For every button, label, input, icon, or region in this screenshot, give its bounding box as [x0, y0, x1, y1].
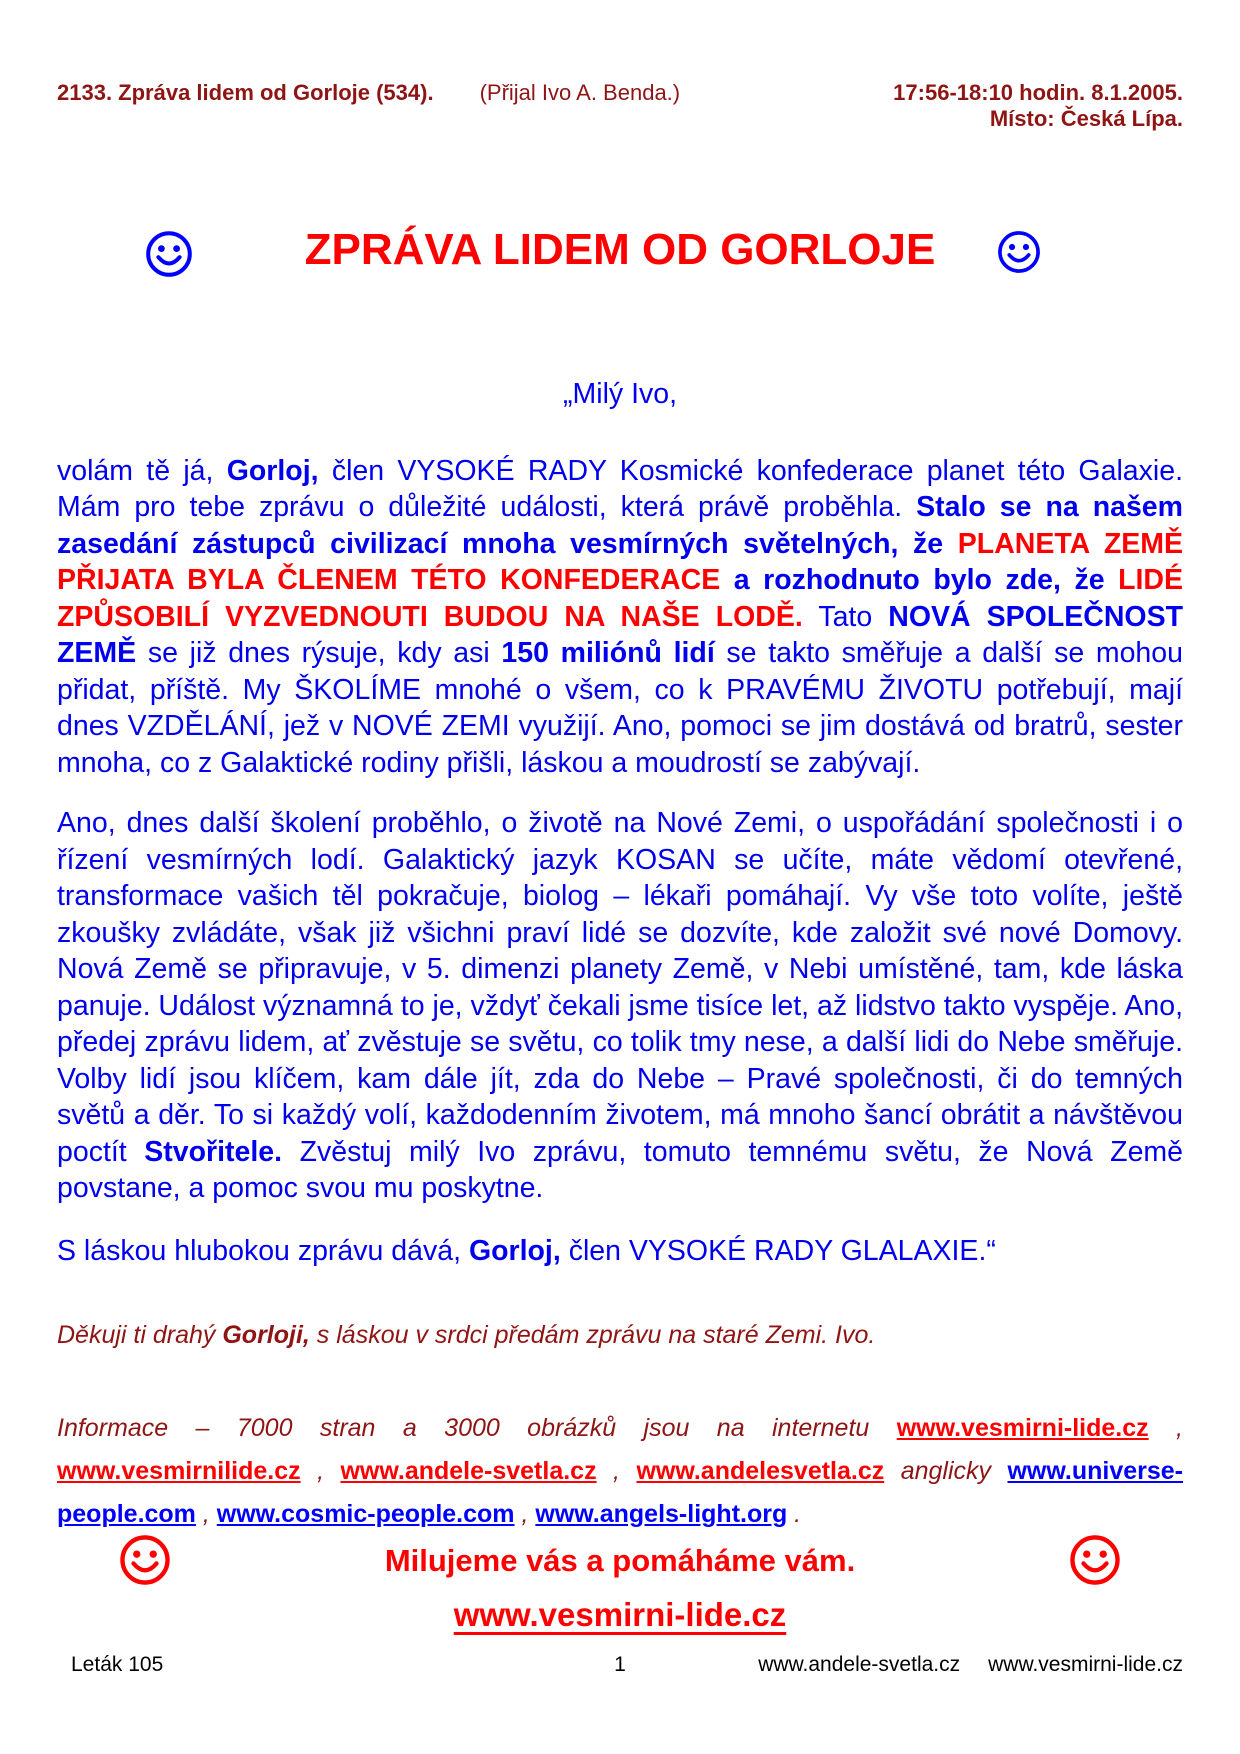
text-segment: Stalo se na našem zasedání zástupců civilizací mnoha vesmírných světelných, že [57, 491, 1183, 560]
smiley-icon [1069, 1534, 1121, 1586]
text-segment: LIDÉ ZPŮSOBILÍ VYZVEDNOUTI BUDOU NA NAŠE LODĚ. [57, 564, 1184, 633]
title-row [57, 222, 1183, 280]
info-link-universe-people-com[interactable]: www.universe-people.com [57, 1457, 1183, 1528]
header-title: 2133. Zpráva lidem od Gorloje (534). [57, 80, 434, 105]
text-segment: se již dnes rýsuje, kdy asi [136, 637, 502, 669]
text-segment: volám tě já, [57, 454, 227, 487]
text-segment: Gorloji, [222, 1321, 310, 1349]
text-segment: anglicky [884, 1457, 1008, 1485]
message-paragraph-2 [57, 805, 1183, 1207]
header-place: Místo: Česká Lípa. [989, 106, 1183, 131]
smiley-icon [145, 230, 193, 278]
page-number: 1 [614, 1653, 626, 1676]
text-segment: člen VYSOKÉ RADY Kosmické konfederace planet této Galaxie. Mám pro tebe zprávu o důležité události, která právě proběhla. [57, 454, 1183, 523]
thanks-note [57, 1319, 1183, 1351]
info-link-vesmirni-lide-cz[interactable]: www.vesmirni-lide.cz [896, 1414, 1149, 1442]
text-segment: Ano, dnes další školení proběhlo, o životě na Nové Zemi, o uspořádání společnosti i o řízení vesmírných lodí. Galaktický jazyk KOSAN se učíte, máte vědomí otevřené, transformace vašich těl pokračuje, biolog – lékaři pomáhají. Vy vše toto volíte, ještě zkoušky zvládáte, však již všichni praví lidé se dozvíte, kde založit své nové Domovy. Nová Země se připravuje, v 5. dimenzi planety Země, v Nebi umístěné, tam, kde láska panuje. Událost významná to je, vždyť čekali jsme tisíce let, až lidstvo takto vyspěje. Ano, předej zprávu lidem, ať zvěstuje se světu, co tolik tmy nese, a další lidi do Nebe směřuje. Volby lidí jsou klíčem, kam dále jít, zda do Nebe – Pravé společnosti, či do temných světů a děr. To si každý volí, každodenním životem, má mnoho šancí obrátit a návštěvou poctít [57, 807, 1183, 1168]
message-closing [57, 1233, 1183, 1270]
smiley-icon [997, 230, 1041, 274]
text-segment: PLANETA ZEMĚ PŘIJATA BYLA ČLENEM TÉTO KONFEDERACE [57, 527, 1183, 596]
header-receiver: (Přijal Ivo A. Benda.) [479, 80, 681, 105]
info-link-cosmic-people-com[interactable]: www.cosmic-people.com [216, 1500, 515, 1528]
message-paragraph-1 [57, 453, 1183, 782]
love-slogan: Milujeme vás a pomáháme vám. [384, 1543, 856, 1578]
text-segment: s láskou v srdci předám zprávu na staré Zemi. Ivo. [309, 1321, 876, 1349]
info-link-andele-svetla-cz[interactable]: www.andele-svetla.cz [340, 1457, 597, 1485]
bottom-block [57, 1528, 1183, 1653]
text-segment: Informace – 7000 stran a 3000 obrázků jsou na internetu [57, 1414, 897, 1442]
page-title: ZPRÁVA LIDEM OD GORLOJE [304, 225, 936, 274]
document-footer [57, 1652, 1183, 1678]
info-link-angels-light-org[interactable]: www.angels-light.org [535, 1500, 788, 1528]
info-link-vesmirnilide-cz[interactable]: www.vesmirnilide.cz [57, 1457, 301, 1485]
document-header [57, 0, 1183, 132]
text-segment: Tato [802, 600, 889, 633]
site-link-vesmirni-lide-cz[interactable]: www.vesmirni-lide.cz [453, 1596, 787, 1633]
info-link-andelesvetla-cz[interactable]: www.andelesvetla.cz [636, 1457, 885, 1485]
text-segment: NOVÁ SPOLEČNOST ZEMĚ [57, 600, 1183, 669]
text-segment: Gorloj, [468, 1234, 561, 1267]
text-segment: a rozhodnuto bylo zde, že [720, 564, 1119, 596]
text-segment: , [195, 1500, 217, 1528]
leaflet-number: Leták 105 [71, 1653, 164, 1676]
text-segment: 150 miliónů lidí [501, 637, 715, 669]
text-segment: S láskou hlubokou zprávu dává, [57, 1234, 469, 1267]
text-segment: , [596, 1457, 637, 1485]
header-date-place [893, 80, 1183, 132]
text-segment: se takto směřuje a další se mohou přidat, příště. My ŠKOLÍME mnohé o všem, co k PRAVÉMU ŽIVOTU potřebují, mají dnes VZDĚLÁNÍ, jež v NOVÉ ZEMI využijí. Ano, pomoci se jim dostává od bratrů, sester mnoha, co z Galaktické rodiny přišli, láskou a moudrostí se zabývají. [57, 637, 1183, 779]
salutation: „Milý Ivo, [563, 378, 677, 410]
header-datetime: 17:56-18:10 hodin. 8.1.2005. [893, 80, 1183, 105]
text-segment: Gorloj, [226, 454, 319, 487]
footer-url-vesmirni-lide: www.vesmirni-lide.cz [988, 1653, 1183, 1676]
text-segment: , [514, 1500, 536, 1528]
text-segment: Stvořitele. [144, 1135, 283, 1168]
text-segment: , [300, 1457, 341, 1485]
footer-url-andele-svetla: www.andele-svetla.cz [758, 1653, 961, 1676]
text-segment: člen VYSOKÉ RADY GLALAXIE.“ [560, 1234, 996, 1267]
text-segment: , [1148, 1414, 1183, 1442]
smiley-icon [119, 1534, 171, 1586]
text-segment: Zvěstuj milý Ivo zprávu, tomuto temnému světu, že Nová Země povstane, a pomoc svou mu poskytne. [57, 1135, 1184, 1204]
info-links-paragraph [57, 1407, 1183, 1536]
text-segment: . [787, 1500, 802, 1528]
text-segment: Děkuji ti drahý [57, 1321, 223, 1349]
